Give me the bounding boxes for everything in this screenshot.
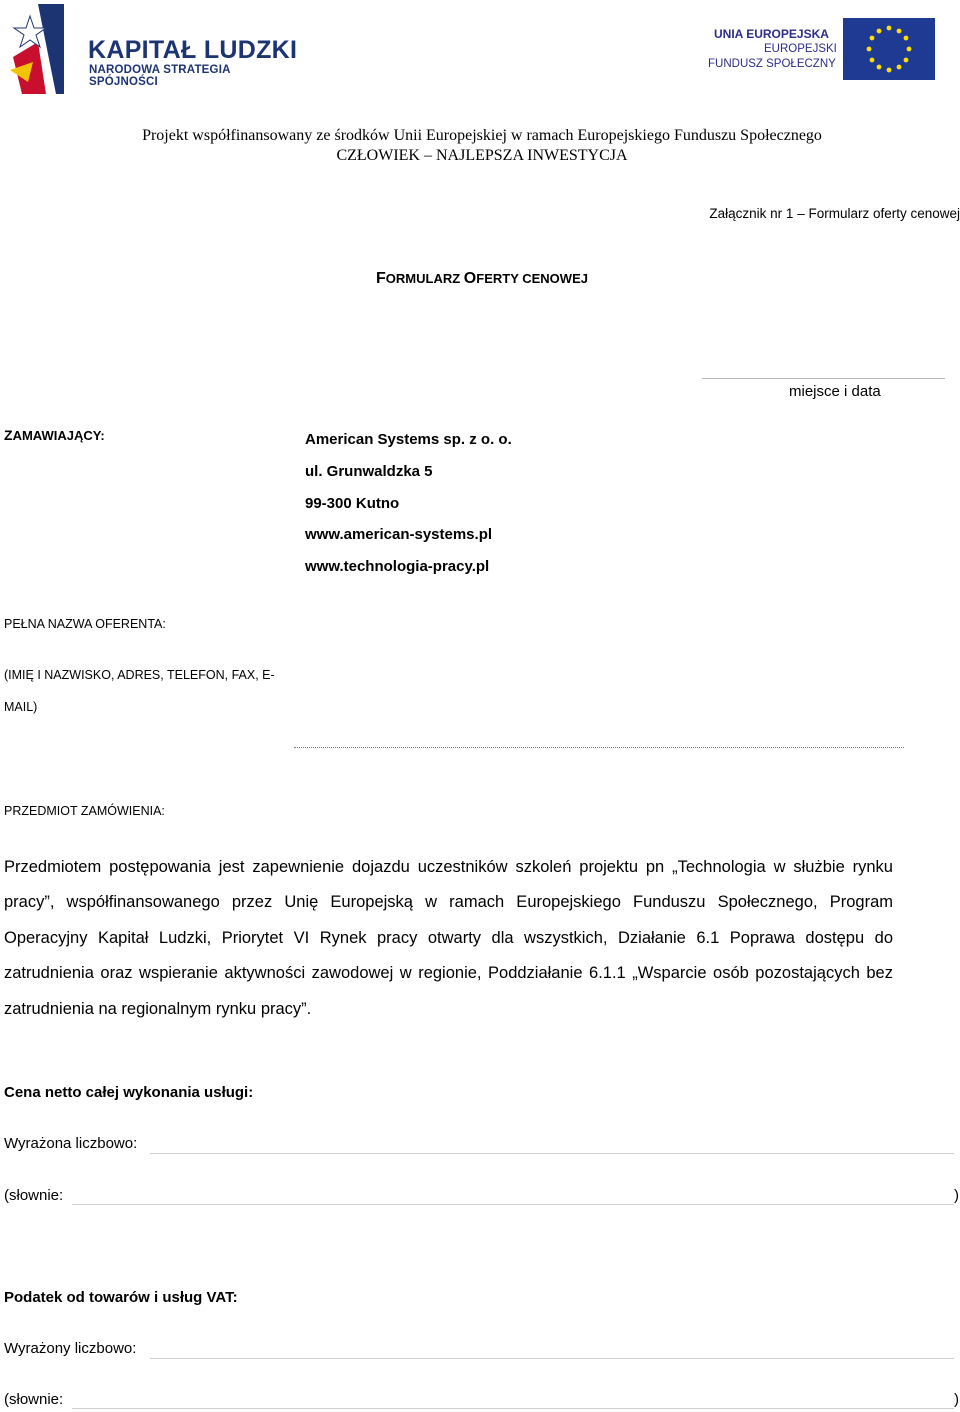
place-date-label: miejsce i data xyxy=(789,383,881,400)
orderer-street: ul. Grunwaldzka 5 xyxy=(305,462,433,480)
document-title xyxy=(0,270,960,288)
bidder-hint-line1: (IMIĘ I NAZWISKO, ADRES, TELEFON, FAX, E- xyxy=(4,668,275,682)
kapital-ludzki-name: KAPITAŁ LUDZKI xyxy=(88,36,298,64)
net-price-words-label: (słownie: xyxy=(4,1187,64,1204)
kapital-ludzki-emblem-icon xyxy=(8,2,70,94)
title-rest-2: FERTY CENOWEJ xyxy=(476,271,588,286)
annex-label: Załącznik nr 1 – Formularz oferty cenowej xyxy=(709,206,960,221)
project-slogan-line: CZŁOWIEK – NAJLEPSZA INWESTYCJA xyxy=(336,147,628,164)
orderer-label xyxy=(4,427,105,443)
net-price-words-field[interactable] xyxy=(72,1204,954,1205)
orderer-details xyxy=(305,424,512,583)
net-price-numeric-field[interactable] xyxy=(150,1153,954,1154)
orderer-website-1: www.american-systems.pl xyxy=(305,526,493,544)
title-initial-f: F xyxy=(376,270,386,287)
vat-words-label: (słownie: xyxy=(4,1391,64,1408)
orderer-label-initial: Z xyxy=(4,427,13,443)
net-price-heading: Cena netto całej wykonania usługi: xyxy=(4,1084,254,1101)
subject-description: Przedmiotem postępowania jest zapewnienie dojazdu uczestników szkoleń projektu pn „Technologia w służbie rynku pracy”, współfinansowanego przez Unię Europejską w ramach Europejskiego Funduszu Społecznego, Program Operacyjny Kapitał Ludzki, Priorytet VI Rynek pracy otwarty dla wszystkich, Działanie 6.1 Poprawa dostępu do zatrudnienia oraz wspieranie aktywności zawodowej w regionie, Poddziałanie 6.1.1 „Wsparcie osób pozostających bez zatrudnienia na regionalnym rynku pracy”. xyxy=(4,858,893,1018)
place-date-line[interactable] xyxy=(702,378,945,379)
net-price-close-paren: ) xyxy=(954,1187,959,1204)
vat-words-field[interactable] xyxy=(72,1408,954,1409)
vat-numeric-field[interactable] xyxy=(150,1358,954,1359)
eu-logo-line2: EUROPEJSKI xyxy=(764,43,837,55)
kapital-ludzki-logo xyxy=(8,2,298,98)
bidder-hint-line2: MAIL) xyxy=(4,700,38,714)
vat-numeric-label: Wyrażony liczbowo: xyxy=(4,1340,137,1357)
vat-heading: Podatek od towarów i usług VAT: xyxy=(4,1289,238,1306)
bidder-label: PEŁNA NAZWA OFERENTA: xyxy=(4,617,166,631)
eu-logo-line3: FUNDUSZ SPOŁECZNY xyxy=(708,58,836,70)
vat-close-paren: ) xyxy=(954,1391,959,1408)
bidder-name-field[interactable] xyxy=(294,747,904,748)
eu-efs-logo xyxy=(700,14,940,84)
eu-flag-icon xyxy=(843,18,935,80)
title-initial-o: O xyxy=(463,270,477,287)
subject-label: PRZEDMIOT ZAMÓWIENIA: xyxy=(4,804,165,818)
orderer-label-rest: AMAWIAJĄCY: xyxy=(12,428,105,443)
orderer-company: American Systems sp. z o. o. xyxy=(305,431,512,448)
net-price-numeric-label: Wyrażona liczbowo: xyxy=(4,1135,138,1152)
kapital-ludzki-subtitle: NARODOWA STRATEGIA SPÓJNOŚCI xyxy=(89,64,231,88)
project-cofinancing-line: Projekt współfinansowany ze środków Unii Europejskiej w ramach Europejskiego Funduszu Społecznego xyxy=(142,127,822,144)
title-rest-1: ORMULARZ xyxy=(385,271,464,286)
orderer-city: 99-300 Kutno xyxy=(305,494,400,512)
orderer-website-2: www.technologia-pracy.pl xyxy=(305,558,490,576)
eu-logo-line1: UNIA EUROPEJSKA xyxy=(714,27,829,41)
